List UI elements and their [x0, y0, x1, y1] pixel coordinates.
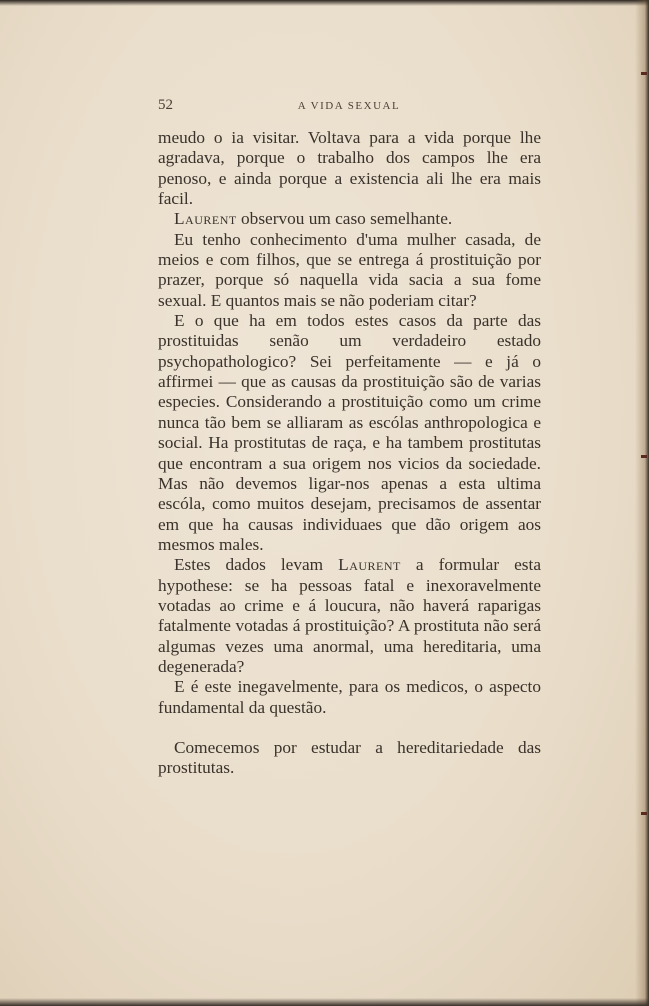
page-bottom-edge: [0, 998, 649, 1006]
paragraph-5: [158, 555, 541, 677]
page-right-edge: [635, 0, 649, 1006]
paragraph-5-text: a formular esta hypothese: se ha pessoas fatal e inexoravelmente votadas ao crime e á loucura, não haverá raparigas fatalmente votadas á prostituição? A prostituta não será algumas vezes uma anormal, uma hereditaria, uma degenerada?: [158, 555, 541, 676]
edge-mark: [641, 72, 647, 75]
paragraph-3: Eu tenho conhecimento d'uma mulher casada, de meios e com filhos, que se entrega á prostituição por prazer, porque só naquella vida sacia a sua fome sexual. E quantos mais se não poderiam citar?: [158, 229, 541, 310]
paragraph-2: [158, 209, 541, 229]
paragraph-6: E é este inegavelmente, para os medicos, o aspecto fundamental da questão.: [158, 677, 541, 717]
author-name: Laurent: [174, 209, 237, 229]
paragraph-4: E o que ha em todos estes casos da parte das prostituidas senão um verdadeiro estado psychopathologico? Sei perfeitamente — e já o affirmei — que as causas da prostituição são de varias especies. Considerando a prostituição como um crime nunca tão bem se alliaram as escólas anthropologica e social. Ha prostitutas de raça, e ha tambem prostitutas que encontram a sua origem nos vicios da sociedade. Mas não devemos ligar-nos apenas a esta ultima escóla, como muitos desejam, precisamos de assentar em que ha causas individuaes que dão origem aos mesmos males.: [158, 311, 541, 554]
running-title: A VIDA SEXUAL: [297, 100, 401, 112]
edge-mark: [641, 455, 647, 458]
author-name: Laurent: [338, 555, 401, 575]
edge-mark: [641, 812, 647, 815]
paragraph-5-start: Estes dados levam: [174, 555, 339, 575]
body-text: [158, 128, 541, 779]
paragraph-7: Comecemos por estudar a hereditariedade das prostitutas.: [158, 737, 541, 778]
page-header: [158, 97, 540, 119]
paragraph-1: meudo o ia visitar. Voltava para a vida porque lhe agradava, porque o trabalho dos campos lhe era penoso, e ainda porque a existencia ali lhe era mais facil.: [158, 128, 541, 209]
paragraph-2-text: observou um caso semelhante.: [236, 209, 453, 229]
page-top-edge: [0, 0, 649, 6]
page-number: 52: [158, 97, 173, 113]
